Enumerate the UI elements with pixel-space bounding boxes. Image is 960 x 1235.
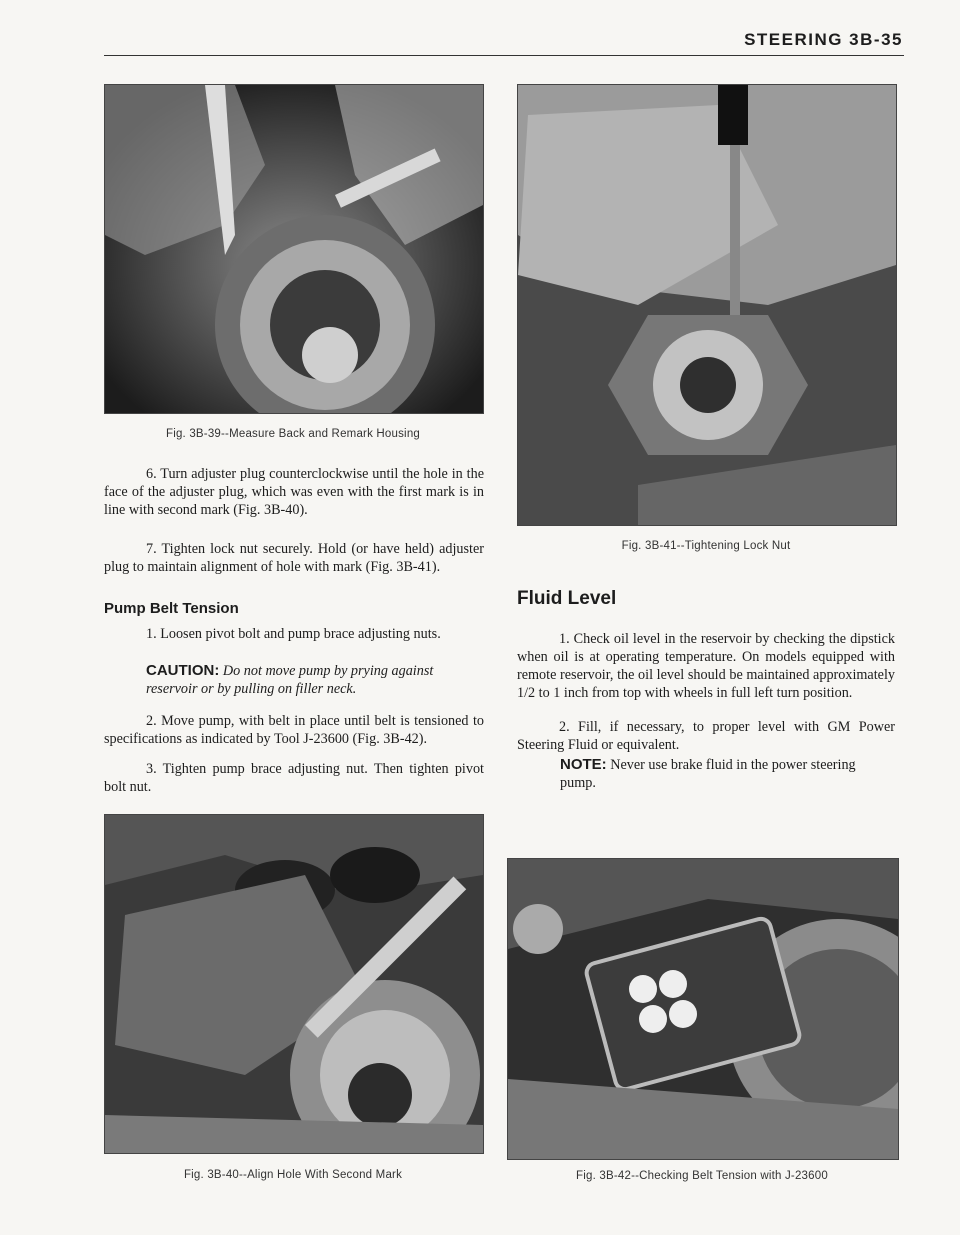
figure-3b-39 — [104, 84, 484, 414]
header-rule — [104, 55, 904, 56]
figure-3b-42 — [507, 858, 899, 1160]
step-7: 7. Tighten lock nut securely. Hold (or have held) adjuster plug to maintain alignment of hole with mark (Fig. 3B-41). — [104, 541, 484, 575]
step-6: 6. Turn adjuster plug counterclockwise until the hole in the face of the adjuster plug, which was even with the first mark is in line with second mark (Fig. 3B-40). — [104, 466, 484, 518]
fluid-level-heading: Fluid Level — [517, 588, 617, 609]
fluid-step-1: 1. Check oil level in the reservoir by checking the dipstick when oil is at operating temperature. On models equipped with remote reservoir, the oil level should be maintained approximately 1/2 to 1 inch from top with wheels in full left turn position. — [517, 631, 895, 701]
caption-3b-42: Fig. 3B-42--Checking Belt Tension with J-23600 — [576, 1170, 828, 1182]
note-block — [560, 756, 895, 792]
caution-label: CAUTION: — [146, 662, 220, 679]
figure-3b-40 — [104, 814, 484, 1154]
belt-step-3: 3. Tighten pump brace adjusting nut. Then tighten pivot bolt nut. — [104, 761, 484, 795]
fluid-step-2: 2. Fill, if necessary, to proper level with GM Power Steering Fluid or equivalent. — [517, 719, 895, 753]
caution-block — [146, 662, 482, 698]
caption-3b-41: Fig. 3B-41--Tightening Lock Nut — [621, 540, 791, 552]
belt-step-2: 2. Move pump, with belt in place until belt is tensioned to specifications as indicated by Tool J-23600 (Fig. 3B-42). — [104, 713, 484, 747]
photo-tightening-lock-nut — [518, 85, 896, 525]
belt-step-1: 1. Loosen pivot bolt and pump brace adjusting nuts. — [146, 626, 441, 642]
figure-3b-41 — [517, 84, 897, 526]
pump-belt-tension-heading: Pump Belt Tension — [104, 600, 239, 617]
photo-measure-housing — [105, 85, 483, 413]
photo-align-hole — [105, 815, 483, 1153]
caption-3b-39: Fig. 3B-39--Measure Back and Remark Housing — [165, 428, 421, 440]
running-head: STEERING 3B-35 — [744, 30, 903, 49]
note-label: NOTE: — [560, 756, 607, 773]
photo-checking-belt-tension — [508, 859, 898, 1159]
note-text: Never use brake fluid in the power steering pump. — [560, 757, 856, 791]
caution-text: Do not move pump by prying against reservoir or by pulling on filler neck. — [146, 663, 434, 697]
caption-3b-40: Fig. 3B-40--Align Hole With Second Mark — [183, 1169, 403, 1181]
